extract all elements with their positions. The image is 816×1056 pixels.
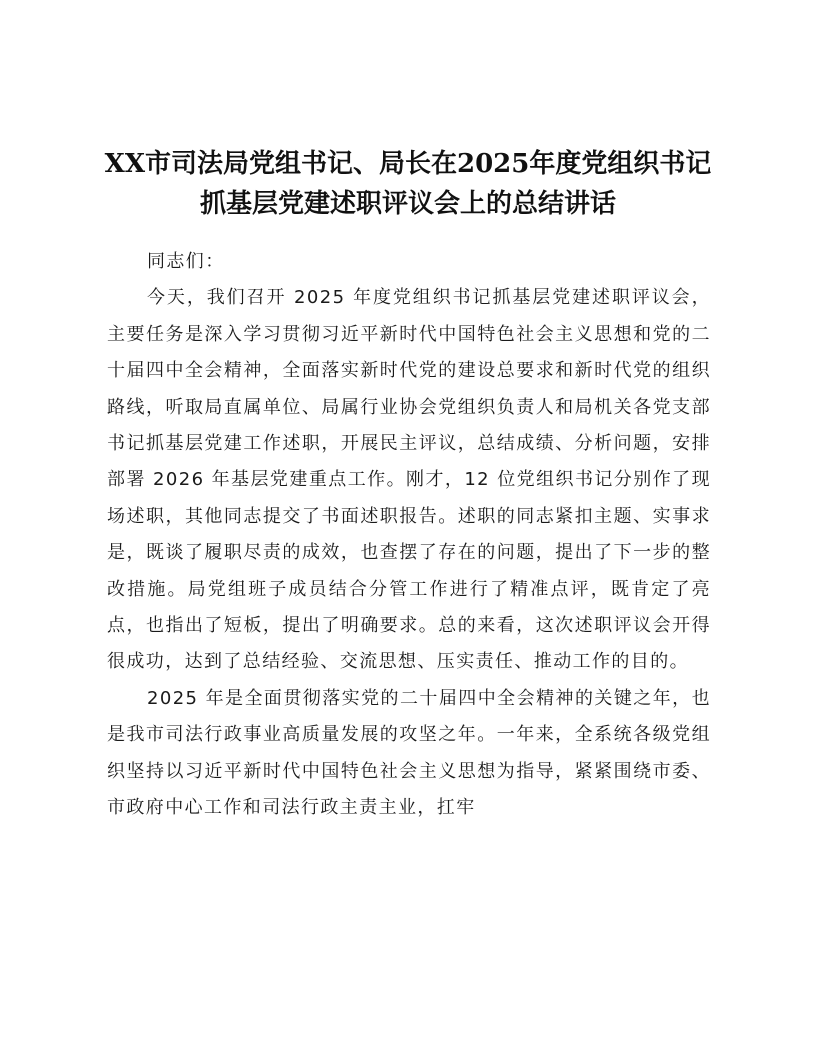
paragraph-2: 2025 年是全面贯彻落实党的二十届四中全会精神的关键之年，也是我市司法行政事业高质量发展的攻坚之年。一年来，全系统各级党组织坚持以习近平新时代中国特色社会主义思想为指导，紧紧围绕市委、市政府中心工作和司法行政主责主业，扛牢 bbox=[107, 687, 711, 819]
greeting: 同志们： bbox=[147, 251, 225, 272]
paragraph-1: 今天，我们召开 2025 年度党组织书记抓基层党建述职评议会，主要任务是深入学习贯彻习近平新时代中国特色社会主义思想和党的二十届四中全会精神，全面落实新时代党的建设总要求和新时代党的组织路线，听取局直属单位、局属行业协会党组织负责人和局机关各党支部书记抓基层党建工作述职，开展民主评议，总结成绩、分析问题，安排部署 2026 年基层党建重点工作。刚才，12 位党组织书记分别作了现场述职，其他同志提交了书面述职报告。述职的同志紧扣主题、实事求是，既谈了履职尽责的成效，也查摆了存在的问题，提出了下一步的整改措施。局党组班子成员结合分管工作进行了精准点评，既肯定了亮点，也指出了短板，提出了明确要求。总的来看，这次述职评议会开得很成功，达到了总结经验、交流思想、压实责任、推动工作的目的。 bbox=[107, 287, 711, 673]
document-title: XX市司法局党组书记、局长在2025年度党组织书记抓基层党建述职评议会上的总结讲话 bbox=[104, 149, 712, 219]
document-body bbox=[107, 244, 711, 827]
